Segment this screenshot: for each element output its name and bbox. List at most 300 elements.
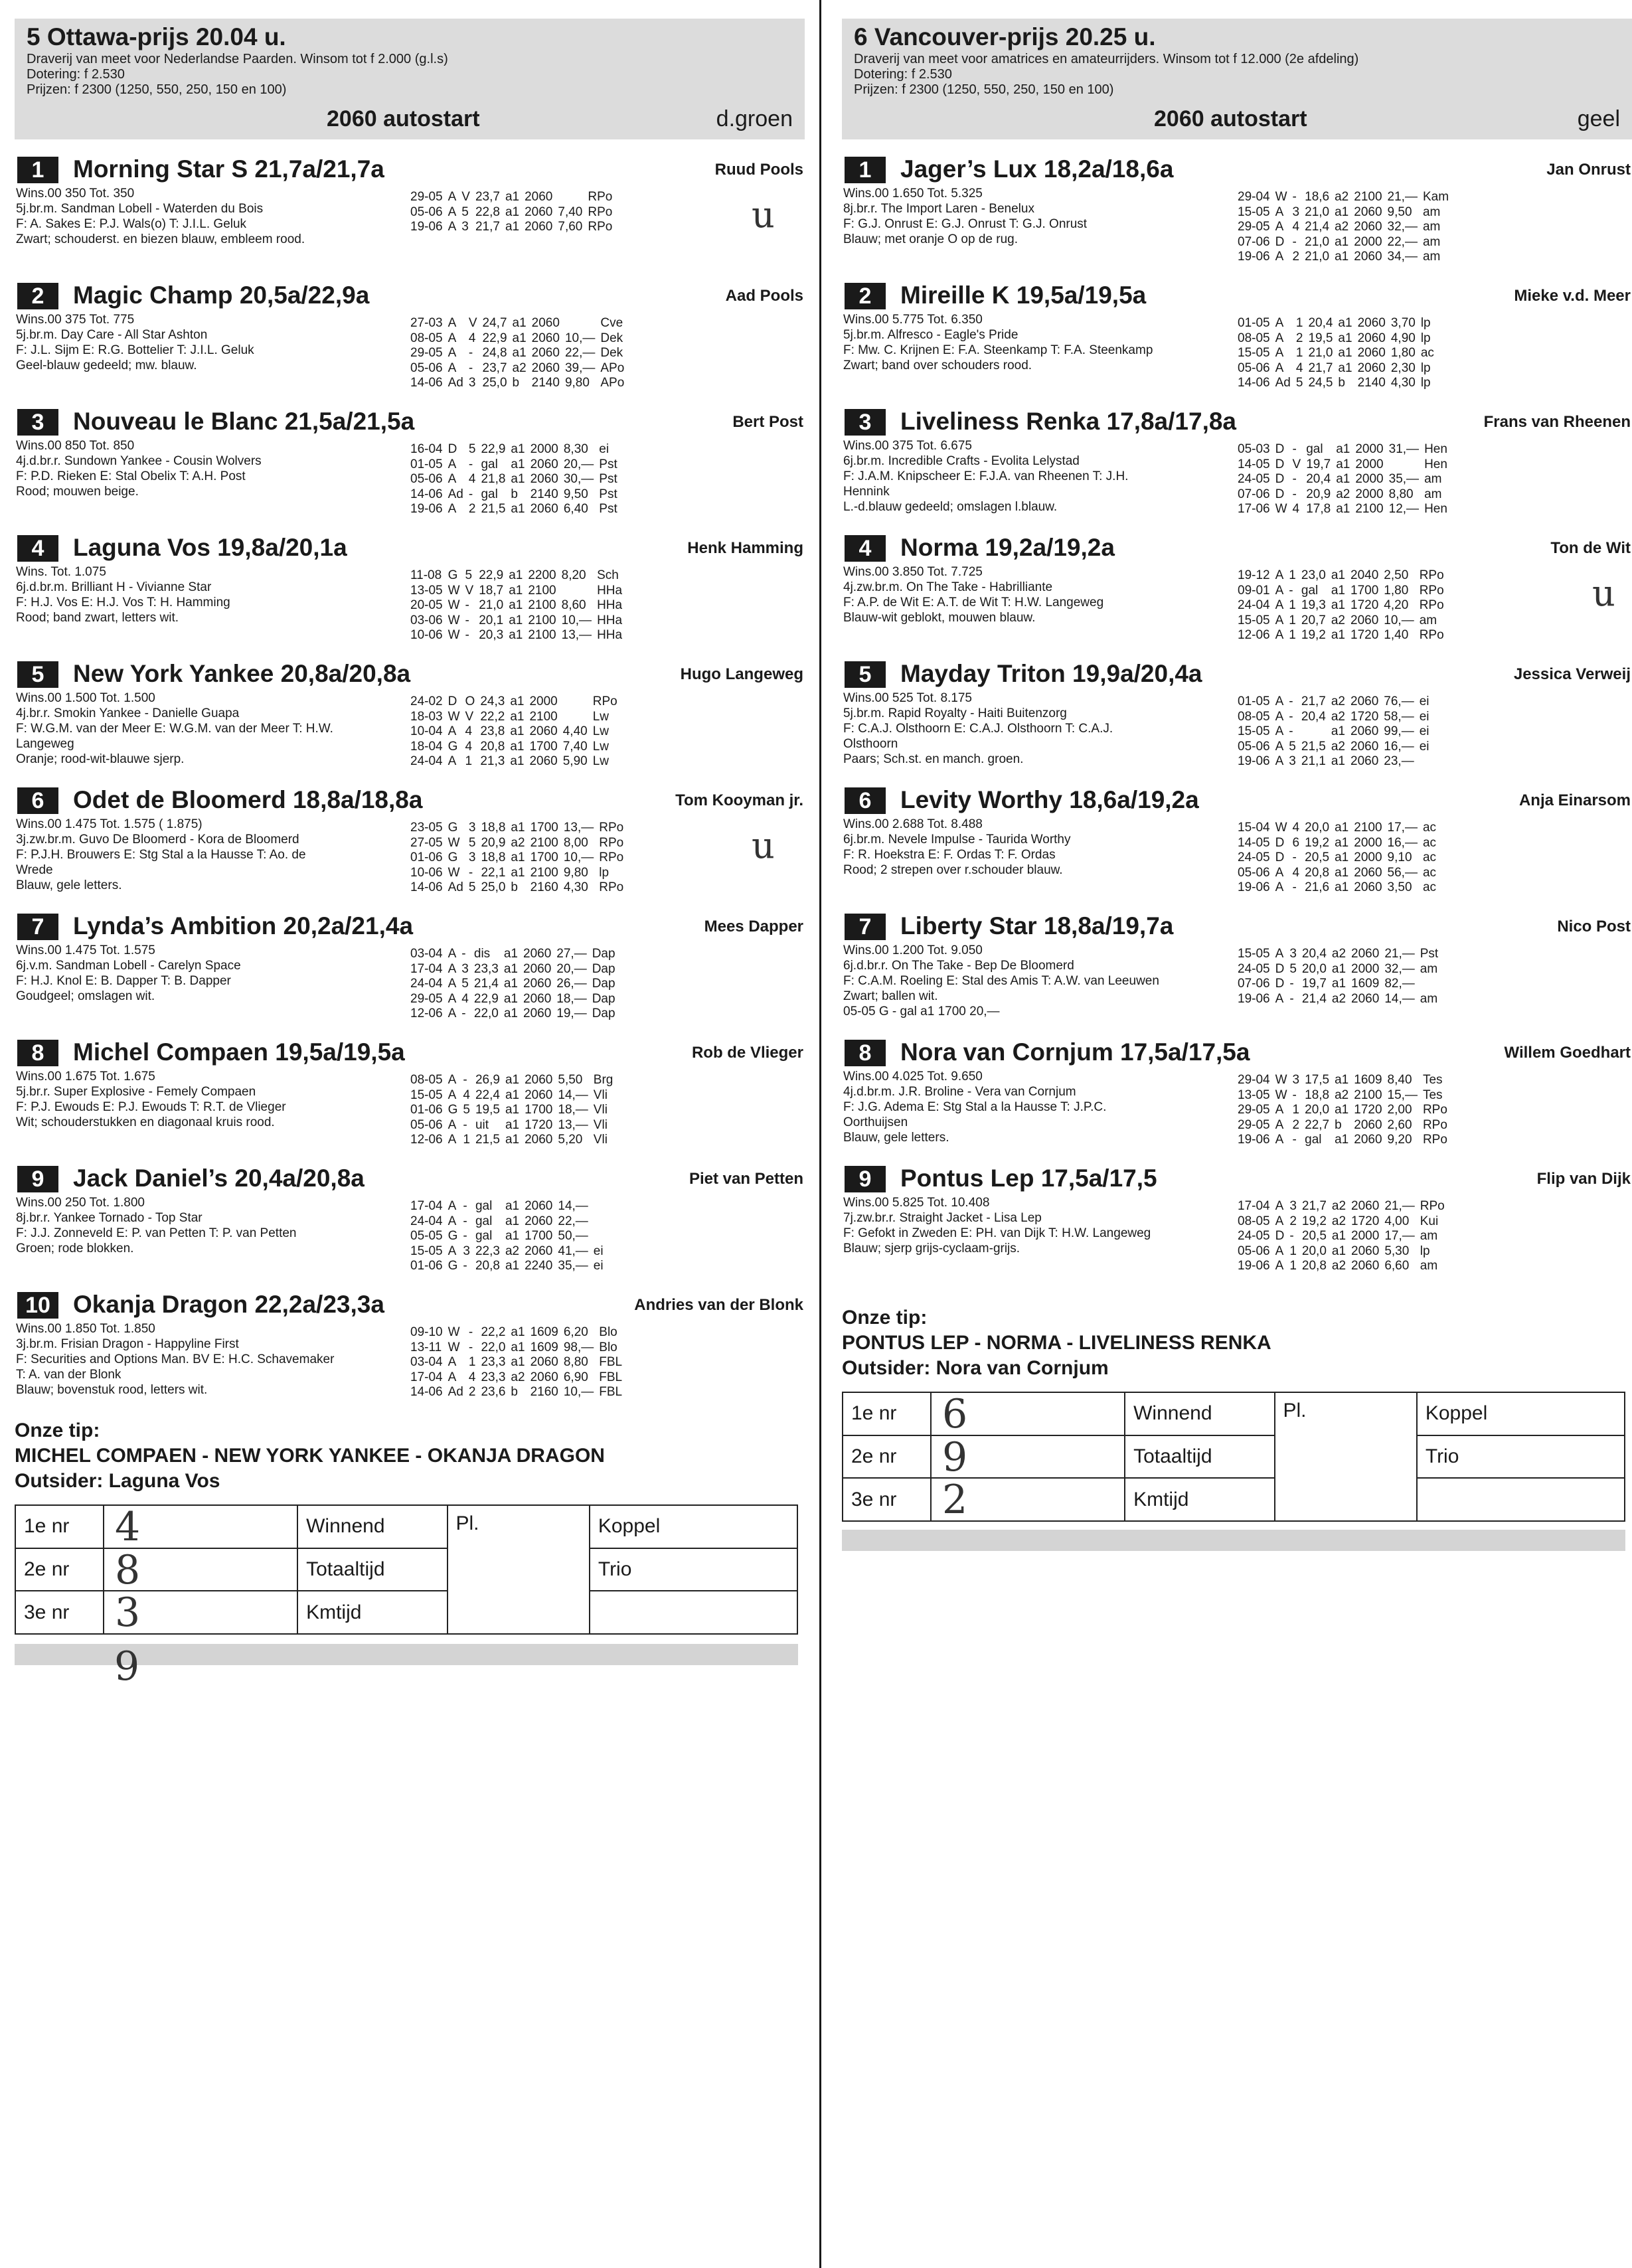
- form-cell: 6,40: [563, 502, 588, 516]
- bet-handwritten-cell[interactable]: [104, 1548, 297, 1591]
- form-cell: am: [1422, 234, 1441, 249]
- form-cell: 21,4: [1301, 991, 1327, 1006]
- form-cell: a1: [509, 568, 523, 582]
- form-cell: 23,3: [481, 1355, 506, 1369]
- form-cell: 21,5: [481, 502, 506, 516]
- horse-name: Morning Star S 21,7a/21,7a: [73, 155, 384, 183]
- bet-form-table: [15, 1504, 798, 1635]
- form-cell: 09-01: [1238, 583, 1270, 598]
- form-row: [1238, 190, 1454, 205]
- form-cell: a1: [503, 1007, 518, 1020]
- form-row: [1238, 1229, 1450, 1244]
- horse-detail-line: Wins.00 525 Tot. 8.175: [843, 691, 972, 705]
- race-colour: d.groen: [716, 106, 793, 131]
- form-cell: A: [448, 1073, 457, 1087]
- form-cell: am: [1420, 961, 1438, 976]
- form-cell: 01-06: [410, 1103, 443, 1117]
- form-cell: a1: [503, 961, 518, 976]
- horse-detail-line: 05-05 G - gal a1 1700 20,—: [843, 1005, 1000, 1018]
- form-row: [410, 190, 617, 205]
- form-row: [410, 584, 627, 599]
- form-row: [1238, 724, 1435, 740]
- form-cell: 3: [1289, 947, 1297, 961]
- form-cell: 01-05: [410, 457, 443, 471]
- form-cell: [1420, 754, 1435, 770]
- tip-outsider: Outsider: Nora van Cornjum: [842, 1357, 1109, 1379]
- form-cell: 2160: [530, 880, 558, 894]
- bet-position-label: 3e nr: [15, 1591, 104, 1634]
- form-cell: 27,—: [556, 947, 587, 961]
- form-cell: 4: [1292, 502, 1300, 516]
- form-table: [1238, 568, 1449, 643]
- form-cell: 1: [1289, 1244, 1297, 1258]
- horse-detail-line: 5j.br.m. Rapid Royalty - Haiti Buitenzorg: [843, 706, 1067, 720]
- form-cell: am: [1420, 1229, 1438, 1243]
- form-cell: 14-05: [1238, 835, 1270, 850]
- form-cell: 8,00: [563, 835, 588, 850]
- form-cell: V: [465, 583, 474, 598]
- horse-entry: [842, 656, 1632, 774]
- form-cell: 15-04: [1238, 821, 1270, 835]
- form-cell: 4,40: [562, 724, 588, 738]
- form-cell: 9,10: [1387, 850, 1412, 864]
- form-cell: RPo: [588, 220, 613, 234]
- form-cell: 2000: [1355, 487, 1384, 501]
- form-cell: 1: [465, 754, 473, 768]
- horse-number-badge: 5: [845, 661, 886, 688]
- form-cell: 8,80: [1388, 487, 1414, 501]
- form-cell: a1: [511, 850, 525, 864]
- form-cell: 2060: [525, 220, 553, 234]
- form-cell: 2,30: [1390, 361, 1416, 375]
- grey-separator-bar: [842, 1530, 1625, 1551]
- form-cell: 2060: [1350, 754, 1379, 768]
- bet-position-label: 2e nr: [843, 1435, 931, 1479]
- form-cell: 1720: [1350, 628, 1379, 642]
- form-cell: Pst: [1420, 947, 1439, 961]
- form-cell: 01-06: [410, 1259, 443, 1273]
- form-row: [410, 1370, 627, 1386]
- form-cell: 1720: [1351, 1214, 1380, 1228]
- form-cell: 1700: [525, 1229, 553, 1243]
- form-cell: A: [448, 1088, 457, 1102]
- form-cell: a1: [505, 1259, 520, 1273]
- form-cell: V: [1292, 457, 1301, 471]
- race-description-line: Draverij van meet voor Nederlandse Paarden. Winsom tot f 2.000 (g.l.s): [27, 52, 448, 66]
- form-cell: 22,—: [564, 346, 596, 360]
- form-cell: W: [448, 583, 460, 598]
- bet-type-label: Totaaltijd: [297, 1548, 447, 1591]
- horse-details: [16, 564, 406, 625]
- form-row: [1238, 1103, 1453, 1118]
- form-cell: Pst: [599, 472, 617, 486]
- form-cell: 4: [468, 472, 476, 486]
- form-cell: 15-05: [1238, 947, 1270, 961]
- horse-number-badge: 10: [17, 1292, 58, 1319]
- form-cell: 12,—: [1388, 502, 1420, 516]
- form-cell: 2,00: [1387, 1103, 1412, 1117]
- form-cell: 20,5: [1301, 1229, 1327, 1243]
- form-row: [1238, 584, 1449, 599]
- form-cell: 22,3: [475, 1244, 500, 1258]
- form-cell: am: [1422, 204, 1441, 219]
- form-cell: a1: [1335, 234, 1349, 249]
- form-cell: a1: [1335, 250, 1349, 264]
- form-cell: 19,7: [1301, 977, 1327, 991]
- handwritten-number: 9: [942, 1433, 968, 1481]
- horse-details: [16, 817, 406, 893]
- form-cell: 2060: [523, 1007, 552, 1020]
- form-cell: 11-08: [410, 568, 442, 582]
- form-cell: a1: [511, 1355, 525, 1369]
- horse-detail-line: Oranje; rood-wit-blauwe sjerp.: [16, 752, 185, 766]
- form-cell: 1: [1295, 346, 1303, 360]
- form-cell: 24-04: [410, 1214, 443, 1228]
- horse-number-badge: 4: [17, 535, 58, 562]
- bet-handwritten-cell[interactable]: [931, 1477, 1125, 1524]
- form-cell: 2100: [529, 709, 558, 724]
- form-cell: 24-05: [1238, 961, 1270, 976]
- form-table: [1238, 190, 1454, 265]
- form-row: [410, 1385, 627, 1400]
- form-cell: 2100: [1355, 502, 1384, 516]
- form-cell: 20,1: [479, 613, 504, 627]
- form-cell: a2: [1331, 613, 1345, 627]
- form-cell: 24-05: [1238, 1229, 1270, 1243]
- form-cell: 5: [461, 204, 469, 219]
- form-cell: 2060: [1350, 694, 1379, 708]
- horse-name: Norma 19,2a/19,2a: [900, 534, 1115, 561]
- form-cell: 4,90: [1390, 331, 1416, 345]
- form-cell: 4: [1295, 361, 1303, 375]
- form-cell: Blo: [599, 1325, 617, 1339]
- form-cell: a1: [503, 991, 518, 1006]
- form-cell: 08-05: [1238, 1214, 1270, 1228]
- horse-details: [843, 312, 1234, 373]
- horse-name: Jager’s Lux 18,2a/18,6a: [900, 155, 1174, 183]
- form-cell: 24,8: [482, 346, 507, 360]
- form-cell: A: [1275, 1117, 1284, 1132]
- form-cell: 27-03: [410, 316, 443, 330]
- form-cell: 2060: [531, 361, 560, 375]
- form-cell: a1: [503, 947, 518, 961]
- form-cell: 2060: [525, 1199, 553, 1213]
- form-cell: A: [1275, 739, 1284, 754]
- form-cell: D: [1275, 487, 1285, 501]
- form-row: [410, 992, 621, 1007]
- form-cell: 35,—: [1388, 472, 1420, 486]
- form-cell: A: [448, 724, 457, 738]
- driver-name: Nico Post: [1557, 918, 1631, 935]
- form-cell: 05-06: [1238, 1244, 1270, 1258]
- form-cell: 20,4: [1301, 709, 1326, 724]
- form-cell: 2060: [530, 1370, 558, 1384]
- form-cell: 1609: [530, 1340, 558, 1354]
- form-row: [1238, 1118, 1453, 1133]
- form-table: [410, 1073, 618, 1148]
- form-cell: 22,4: [475, 1088, 500, 1102]
- form-cell: Hen: [1424, 502, 1447, 516]
- form-cell: 18,8: [1305, 1088, 1330, 1102]
- form-cell: Lw: [592, 754, 610, 768]
- form-cell: 16,—: [1387, 835, 1418, 850]
- form-cell: 3: [1292, 204, 1300, 219]
- form-row: [410, 487, 623, 503]
- form-cell: 24,7: [482, 316, 507, 330]
- bet-right-label: [590, 1591, 797, 1634]
- form-cell: 2060: [1351, 1259, 1380, 1273]
- horse-entry: [842, 1161, 1632, 1279]
- form-cell: A: [1275, 628, 1284, 642]
- horse-detail-line: Zwart; schouderst. en biezen blauw, embleem rood.: [16, 232, 305, 246]
- form-cell: a1: [511, 502, 525, 516]
- form-cell: a1: [511, 472, 525, 486]
- form-cell: ac: [1422, 865, 1437, 880]
- form-cell: D: [1275, 961, 1285, 976]
- bet-handwritten-cell[interactable]: [104, 1505, 297, 1548]
- form-cell: -: [463, 1229, 467, 1243]
- form-cell: Ad: [448, 880, 463, 894]
- form-row: [410, 316, 629, 331]
- form-cell: W: [1275, 190, 1287, 204]
- form-table: [1238, 1199, 1450, 1274]
- form-cell: -: [468, 865, 473, 880]
- form-cell: a1: [1331, 724, 1345, 738]
- form-cell: 22,2: [481, 1325, 506, 1339]
- form-cell: a1: [511, 821, 525, 835]
- form-cell: 25,0: [482, 376, 507, 390]
- form-cell: -: [1292, 1133, 1297, 1147]
- form-cell: 2100: [1354, 821, 1382, 835]
- horse-number-badge: 2: [17, 283, 58, 309]
- horse-detail-line: 3j.zw.br.m. Guvo De Bloomerd - Kora de Bloomerd: [16, 833, 299, 847]
- race-title: 5 Ottawa-prijs 20.04 u.: [27, 23, 286, 50]
- form-cell: Vli: [593, 1117, 608, 1132]
- form-row: [410, 442, 623, 457]
- bet-handwritten-cell[interactable]: [931, 1392, 1125, 1435]
- form-cell: 2140: [531, 376, 560, 390]
- form-cell: [1420, 977, 1443, 992]
- form-cell: a1: [1338, 346, 1352, 360]
- form-cell: Pst: [599, 487, 617, 501]
- form-cell: -: [468, 1325, 473, 1339]
- bet-right-label: Trio: [1417, 1435, 1625, 1479]
- bet-type-label: Totaaltijd: [1125, 1435, 1274, 1479]
- form-cell: a1: [512, 331, 527, 345]
- form-cell: 29-04: [1238, 1073, 1270, 1087]
- form-cell: [1301, 724, 1331, 740]
- form-table: [1238, 442, 1453, 517]
- form-cell: 23,0: [1301, 568, 1326, 582]
- horse-name: Pontus Lep 17,5a/17,5: [900, 1165, 1157, 1192]
- form-row: [1238, 472, 1453, 487]
- horse-details: [16, 690, 406, 767]
- horse-detail-line: Rood; band zwart, letters wit.: [16, 611, 179, 625]
- form-cell: 2060: [1357, 316, 1386, 330]
- horse-detail-line: F: A.P. de Wit E: A.T. de Wit T: H.W. Langeweg: [843, 596, 1104, 609]
- form-cell: 4,30: [1390, 376, 1416, 390]
- form-cell: RPo: [588, 204, 613, 219]
- horse-detail-line: F: H.J. Knol E: B. Dapper T: B. Dapper: [16, 974, 231, 988]
- form-cell: 2060: [529, 754, 558, 768]
- form-cell: A: [448, 220, 457, 234]
- form-cell: 4: [1292, 220, 1300, 234]
- form-cell: -: [1289, 709, 1293, 724]
- form-cell: 3: [468, 376, 476, 390]
- form-cell: 4: [465, 739, 473, 754]
- form-row: [1238, 977, 1443, 992]
- form-cell: -: [1292, 1088, 1297, 1102]
- bet-place-label: Pl.: [448, 1505, 590, 1634]
- form-cell: 23-05: [410, 821, 443, 835]
- bet-type-label: Winnend: [1125, 1392, 1274, 1435]
- form-row: [1238, 250, 1454, 265]
- horse-detail-line: 6j.br.m. Incredible Crafts - Evolita Lelystad: [843, 454, 1080, 468]
- horse-detail-line: F: W.G.M. van der Meer E: W.G.M. van der Meer T: H.W.: [16, 722, 333, 736]
- form-row: [1238, 740, 1435, 755]
- form-cell: 5: [1295, 376, 1303, 390]
- form-cell: 21,3: [480, 754, 505, 768]
- form-cell: 1: [1289, 598, 1296, 612]
- form-cell: 5: [461, 977, 469, 991]
- bet-handwritten-cell[interactable]: [931, 1435, 1125, 1479]
- form-cell: HHa: [597, 583, 623, 598]
- form-cell: a1: [510, 709, 525, 724]
- form-row: [410, 977, 621, 992]
- handwritten-extra-number: 9: [114, 1643, 140, 1690]
- bet-row: [843, 1478, 1625, 1521]
- horse-detail-line: T: A. van der Blonk: [16, 1368, 122, 1382]
- horse-detail-line: Wins.00 4.025 Tot. 9.650: [843, 1070, 983, 1084]
- horse-name: New York Yankee 20,8a/20,8a: [73, 660, 411, 687]
- form-cell: 4: [465, 724, 473, 738]
- form-cell: 8,40: [1387, 1073, 1412, 1087]
- form-cell: A: [1275, 880, 1284, 894]
- form-cell: A: [1275, 1259, 1284, 1273]
- form-cell: ei: [1419, 709, 1429, 724]
- horse-detail-line: Oorthuijsen: [843, 1115, 908, 1129]
- form-cell: 21,4: [1305, 220, 1330, 234]
- form-cell: a1: [505, 1133, 520, 1147]
- form-cell: -: [1289, 977, 1294, 991]
- form-cell: 14-06: [410, 487, 443, 501]
- form-row: [410, 1133, 618, 1148]
- form-cell: [594, 1199, 609, 1214]
- form-cell: -: [1292, 880, 1297, 894]
- form-cell: A: [1275, 947, 1284, 961]
- driver-name: Frans van Rheenen: [1483, 413, 1631, 431]
- form-cell: 22,9: [473, 991, 499, 1006]
- form-cell: 8,30: [563, 442, 588, 456]
- form-cell: a1: [1338, 331, 1352, 345]
- horse-entry: [15, 530, 805, 648]
- form-cell: D: [1275, 850, 1285, 864]
- form-cell: 21,7: [1308, 361, 1333, 375]
- form-cell: A: [1275, 709, 1284, 724]
- form-cell: a1: [1335, 204, 1349, 219]
- form-cell: 15-05: [1238, 724, 1270, 738]
- form-cell: 5: [463, 1103, 470, 1117]
- form-cell: RPo: [588, 190, 613, 204]
- form-cell: a1: [505, 1229, 520, 1243]
- form-cell: a2: [512, 361, 527, 375]
- horse-detail-line: F: G.J. Onrust E: G.J. Onrust T: G.J. Onrust: [843, 217, 1088, 231]
- form-row: [410, 331, 629, 347]
- horse-detail-line: 5j.br.m. Sandman Lobell - Waterden du Bois: [16, 202, 264, 216]
- form-cell: 9,20: [1387, 1133, 1412, 1147]
- form-cell: ei: [593, 1259, 604, 1273]
- form-cell: a1: [1331, 754, 1345, 768]
- horse-name: Mayday Triton 19,9a/20,4a: [900, 660, 1202, 687]
- driver-name: Bert Post: [732, 413, 803, 431]
- bet-handwritten-cell[interactable]: [104, 1589, 297, 1637]
- form-cell: a2: [1331, 1214, 1346, 1228]
- form-cell: 10,—: [561, 613, 592, 627]
- horse-number-badge: 7: [845, 914, 886, 940]
- form-cell: 2: [1292, 1117, 1300, 1132]
- form-cell: A: [448, 991, 457, 1006]
- form-cell: 20,9: [481, 835, 506, 850]
- form-cell: 05-06: [410, 361, 443, 375]
- horse-details: [843, 690, 1234, 767]
- form-cell: 2000: [1355, 472, 1384, 486]
- horse-number-badge: 4: [845, 535, 886, 562]
- form-cell: G: [448, 1259, 458, 1273]
- horse-detail-line: Goudgeel; omslagen wit.: [16, 989, 155, 1003]
- form-row: [1238, 502, 1453, 517]
- form-cell: 20,0: [1301, 961, 1327, 976]
- form-cell: 2060: [525, 1088, 553, 1102]
- form-cell: 2000: [529, 694, 558, 708]
- form-cell: D: [1275, 472, 1285, 486]
- form-cell: a1: [1335, 835, 1349, 850]
- form-cell: 27-05: [410, 835, 443, 850]
- form-cell: 26,—: [556, 977, 587, 991]
- form-cell: 3: [468, 821, 476, 835]
- form-cell: A: [448, 961, 457, 976]
- form-cell: 2060: [523, 961, 552, 976]
- form-cell: 20,4: [1301, 947, 1327, 961]
- form-cell: 21,—: [1387, 190, 1418, 204]
- driver-name: Tom Kooyman jr.: [675, 791, 803, 809]
- form-cell: 2240: [525, 1259, 553, 1273]
- form-cell: 18,—: [558, 1103, 588, 1117]
- form-cell: 18-04: [410, 739, 443, 754]
- form-cell: 01-06: [410, 850, 443, 864]
- race-distance: 2060 autostart: [1154, 106, 1307, 131]
- form-cell: 2060: [1354, 250, 1382, 264]
- horse-detail-line: F: J.G. Adema E: Stg Stal a la Hausse T: J.P.C.: [843, 1100, 1107, 1114]
- form-cell: A: [448, 502, 457, 516]
- form-cell: W: [1275, 821, 1287, 835]
- form-cell: b: [511, 487, 518, 501]
- form-row: [1238, 487, 1453, 503]
- form-cell: -: [468, 487, 473, 501]
- form-cell: a1: [1336, 502, 1350, 516]
- form-cell: a1: [505, 1073, 520, 1087]
- form-cell: a1: [1331, 568, 1345, 582]
- horse-detail-line: Wins.00 1.650 Tot. 5.325: [843, 187, 983, 201]
- horse-entry: [15, 1287, 805, 1405]
- form-cell: a1: [1331, 583, 1345, 598]
- bet-form-table: [842, 1392, 1625, 1522]
- form-cell: 2040: [1350, 568, 1379, 582]
- form-cell: 19,2: [1305, 835, 1330, 850]
- form-cell: 2: [1292, 250, 1300, 264]
- form-cell: 03-04: [410, 1355, 443, 1369]
- form-row: [410, 754, 623, 770]
- form-cell: 19-06: [410, 502, 443, 516]
